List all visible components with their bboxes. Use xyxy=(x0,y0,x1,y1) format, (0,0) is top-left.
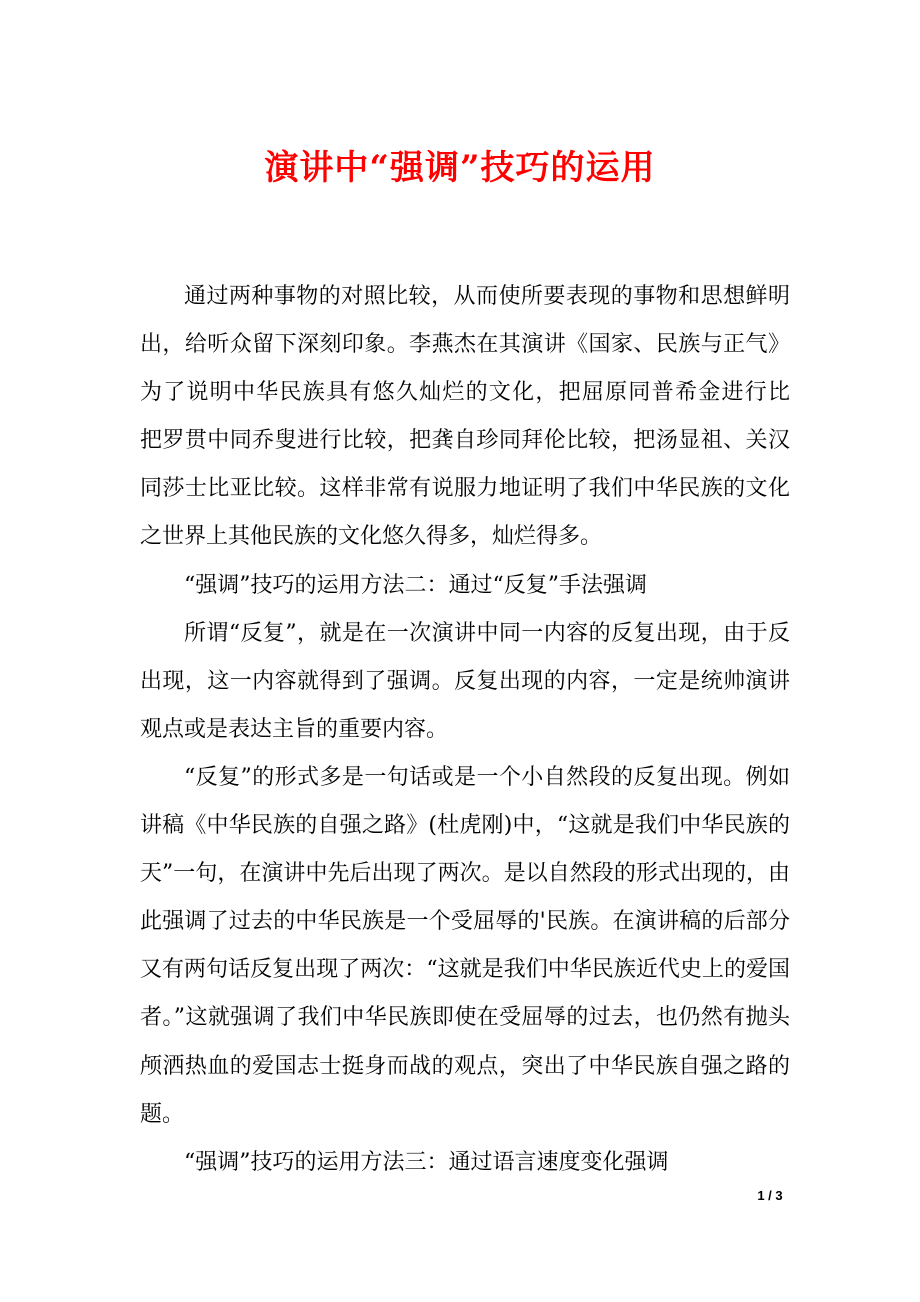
text-line: 为了说明中华民族具有悠久灿烂的文化，把屈原同普希金进行比 xyxy=(140,380,790,406)
paragraph xyxy=(140,273,790,562)
text-line: “强调”技巧的运用方法二：通过“反复”手法强调 xyxy=(184,572,647,598)
text-line: “反复”的形式多是一句话或是一个小自然段的反复出现。例如 xyxy=(184,764,790,790)
page-number: 1 / 3 xyxy=(757,1188,783,1203)
text-line: 观点或是表达主旨的重要内容。 xyxy=(140,716,449,742)
text-line: 讲稿《中华民族的自强之路》(杜虎刚)中，“这就是我们中华民族的 xyxy=(140,813,790,839)
text-line: 颅洒热血的爱国志士挺身而战的观点，突出了中华民族自强之路的 xyxy=(140,1053,790,1079)
document-body xyxy=(140,273,790,1187)
paragraph xyxy=(140,1139,790,1187)
text-line: 之世界上其他民族的文化悠久得多，灿烂得多。 xyxy=(140,524,603,550)
text-line: 天”一句，在演讲中先后出现了两次。是以自然段的形式出现的，由 xyxy=(140,861,790,887)
text-line: 所谓“反复”，就是在一次演讲中同一内容的反复出现，由于反 xyxy=(184,620,790,646)
document-title: 演讲中“强调”技巧的运用 xyxy=(264,148,656,188)
text-line: 通过两种事物的对照比较，从而使所要表现的事物和思想鲜明 xyxy=(184,284,790,309)
text-line: 把罗贯中同乔叟进行比较，把龚自珍同拜伦比较，把汤显祖、关汉 xyxy=(140,428,790,454)
paragraph xyxy=(140,754,790,1139)
text-line: “强调”技巧的运用方法三：通过语言速度变化强调 xyxy=(184,1149,669,1175)
text-line: 题。 xyxy=(140,1101,185,1127)
text-line: 者。”这就强调了我们中华民族即使在受屈辱的过去，也仍然有抛头 xyxy=(140,1005,790,1031)
paragraph xyxy=(140,610,790,754)
text-line: 同莎士比亚比较。这样非常有说服力地证明了我们中华民族的文化 xyxy=(140,476,790,502)
text-line: 出，给听众留下深刻印象。李燕杰在其演讲《国家、民族与正气》 xyxy=(140,332,790,358)
text-line: 又有两句话反复出现了两次：“这就是我们中华民族近代史上的爱国 xyxy=(140,957,790,983)
text-line: 出现，这一内容就得到了强调。反复出现的内容，一定是统帅演讲 xyxy=(140,668,790,694)
text-line: 此强调了过去的中华民族是一个受屈辱的'民族。在演讲稿的后部分 xyxy=(140,909,790,935)
paragraph xyxy=(140,562,790,610)
